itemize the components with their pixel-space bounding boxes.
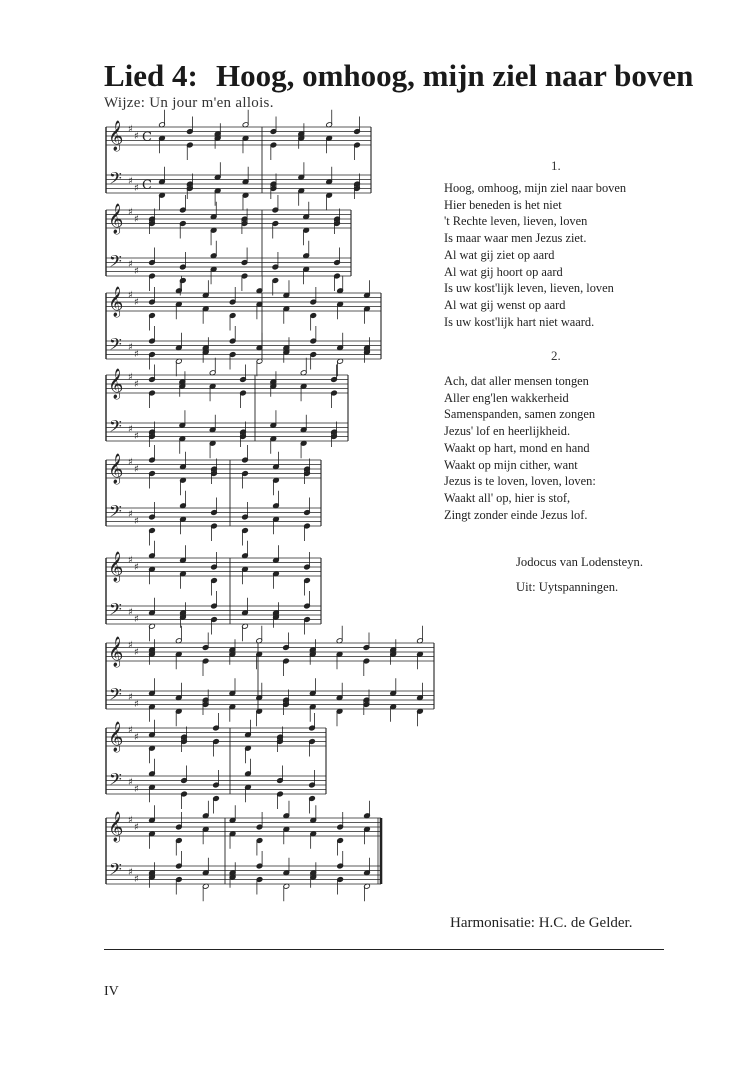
sharp-icon: ♯ bbox=[134, 183, 139, 194]
stanza-1-number: 1. bbox=[551, 158, 561, 173]
divider bbox=[104, 949, 664, 950]
verse-line: Hoog, omhoog, mijn ziel naar boven bbox=[444, 181, 627, 195]
song-title: Hoog, omhoog, mijn ziel naar boven bbox=[216, 58, 694, 93]
sharp-icon: ♯ bbox=[134, 464, 139, 475]
sharp-icon: ♯ bbox=[128, 509, 133, 520]
treble-clef-icon: 𝄞 bbox=[108, 722, 124, 752]
verse-line: Is uw kost'lijk leven, lieven, loven bbox=[444, 281, 614, 296]
author-credit: Jodocus van Lodensteyn. bbox=[516, 555, 643, 569]
verse-line: 't Rechte leven, lieven, loven bbox=[444, 214, 588, 229]
verse-line: Jezus is te loven, loven, loven: bbox=[444, 474, 596, 489]
stanza-2 bbox=[444, 373, 596, 523]
sharp-icon: ♯ bbox=[134, 266, 139, 277]
verse-line: Is uw kost'lijk hart niet waard. bbox=[444, 314, 595, 329]
sharp-icon: ♯ bbox=[128, 777, 133, 788]
stanza-1 bbox=[444, 180, 626, 330]
verse-line: Aller eng'len wakkerheid bbox=[444, 390, 569, 405]
treble-clef-icon: 𝄞 bbox=[108, 637, 124, 667]
verse-line: Waakt op hart, mond en hand bbox=[444, 440, 590, 455]
sharp-icon: ♯ bbox=[128, 259, 133, 270]
sharp-icon: ♯ bbox=[128, 290, 133, 301]
sharp-icon: ♯ bbox=[128, 815, 133, 826]
sharp-icon: ♯ bbox=[134, 562, 139, 573]
verse-line: Jezus' lof en heerlijkheid. bbox=[444, 424, 571, 439]
tune-name: Wijze: Un jour m'en allois. bbox=[104, 95, 274, 111]
sharp-icon: ♯ bbox=[128, 372, 133, 383]
common-time-icon: C bbox=[142, 130, 152, 145]
sharp-icon: ♯ bbox=[128, 342, 133, 353]
bass-clef-icon: 𝄢 bbox=[109, 416, 122, 440]
sharp-icon: ♯ bbox=[134, 431, 139, 442]
sharp-icon: ♯ bbox=[128, 457, 133, 468]
stanza-2-number: 2. bbox=[551, 348, 561, 363]
sharp-icon: ♯ bbox=[128, 640, 133, 651]
sharp-icon: ♯ bbox=[134, 614, 139, 625]
sharp-icon: ♯ bbox=[128, 725, 133, 736]
verse-line: Is maar waar men Jezus ziet. bbox=[444, 231, 587, 246]
sharp-icon: ♯ bbox=[134, 732, 139, 743]
treble-clef-icon: 𝄞 bbox=[108, 287, 124, 317]
sharp-icon: ♯ bbox=[128, 555, 133, 566]
treble-clef-icon: 𝄞 bbox=[108, 454, 124, 484]
verse-line: Waakt all' op, hier is stof, bbox=[444, 490, 571, 505]
bass-clef-icon: 𝄢 bbox=[109, 599, 122, 623]
sharp-icon: ♯ bbox=[134, 874, 139, 885]
sharp-icon: ♯ bbox=[134, 131, 139, 142]
sharp-icon: ♯ bbox=[128, 607, 133, 618]
bass-clef-icon: 𝄢 bbox=[109, 168, 122, 192]
treble-clef-icon: 𝄞 bbox=[108, 369, 124, 399]
sharp-icon: ♯ bbox=[134, 379, 139, 390]
source-credit: Uit: Uytspanningen. bbox=[516, 580, 619, 594]
song-number: Lied 4: bbox=[104, 58, 198, 93]
sharp-icon: ♯ bbox=[128, 124, 133, 135]
verse-line: Waakt op mijn cither, want bbox=[444, 457, 578, 472]
verse-line: Samenspanden, samen zongen bbox=[444, 407, 596, 422]
verse-line: Zingt zonder einde Jezus lof. bbox=[444, 507, 588, 522]
verse-line: Hier beneden is het niet bbox=[444, 197, 562, 212]
sharp-icon: ♯ bbox=[128, 176, 133, 187]
bass-clef-icon: 𝄢 bbox=[109, 859, 122, 883]
verse-line: Al wat gij wenst op aard bbox=[444, 297, 566, 312]
sharp-icon: ♯ bbox=[134, 647, 139, 658]
bass-clef-icon: 𝄢 bbox=[109, 501, 122, 525]
common-time-icon: C bbox=[142, 178, 152, 193]
sharp-icon: ♯ bbox=[134, 784, 139, 795]
treble-clef-icon: 𝄞 bbox=[108, 204, 124, 234]
bass-clef-icon: 𝄢 bbox=[109, 251, 122, 275]
sharp-icon: ♯ bbox=[128, 424, 133, 435]
sharp-icon: ♯ bbox=[134, 297, 139, 308]
bass-clef-icon: 𝄢 bbox=[109, 769, 122, 793]
sharp-icon: ♯ bbox=[128, 692, 133, 703]
verse-line: Ach, dat aller mensen tongen bbox=[444, 374, 589, 388]
sharp-icon: ♯ bbox=[134, 516, 139, 527]
sharp-icon: ♯ bbox=[134, 822, 139, 833]
sharp-icon: ♯ bbox=[128, 207, 133, 218]
treble-clef-icon: 𝄞 bbox=[108, 812, 124, 842]
verse-line: Al wat gij hoort op aard bbox=[444, 264, 563, 279]
harmonization-credit: Harmonisatie: H.C. de Gelder. bbox=[450, 915, 633, 931]
sharp-icon: ♯ bbox=[134, 214, 139, 225]
sharp-icon: ♯ bbox=[134, 699, 139, 710]
treble-clef-icon: 𝄞 bbox=[108, 552, 124, 582]
bass-clef-icon: 𝄢 bbox=[109, 334, 122, 358]
verse-line: Al wat gij ziet op aard bbox=[444, 247, 555, 262]
page-number: IV bbox=[104, 984, 119, 999]
treble-clef-icon: 𝄞 bbox=[108, 121, 124, 151]
sharp-icon: ♯ bbox=[128, 867, 133, 878]
sharp-icon: ♯ bbox=[134, 349, 139, 360]
bass-clef-icon: 𝄢 bbox=[109, 684, 122, 708]
